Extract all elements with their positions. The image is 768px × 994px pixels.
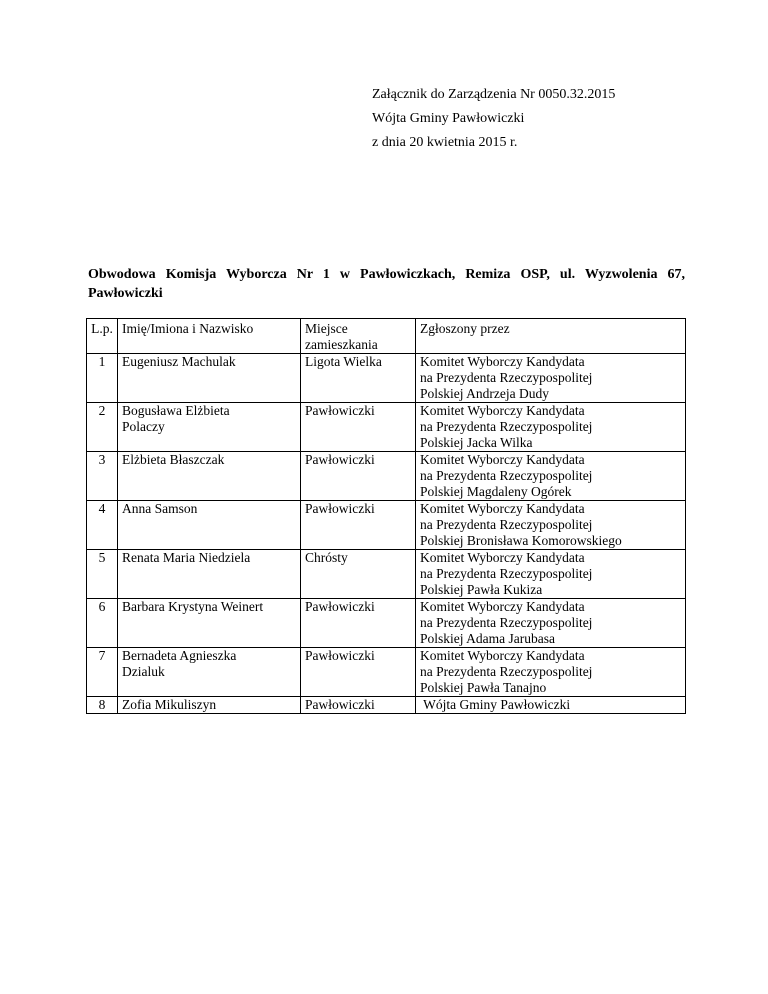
row-submitted-by-line1: Komitet Wyborczy Kandydata [420,403,585,418]
annex-line-date: z dnia 20 kwietnia 2015 r. [372,135,518,150]
row-submitted-by-line2: na Prezydenta Rzeczypospolitej [420,517,593,532]
row-lp: 8 [87,697,118,714]
row-lp: 2 [87,403,118,452]
row-submitted-by-line2: na Prezydenta Rzeczypospolitej [420,615,593,630]
header-residence-line1: Miejsce [305,321,348,336]
commission-members-table [86,318,686,714]
row-submitted-by-line2: na Prezydenta Rzeczypospolitej [420,468,593,483]
table-row [87,452,686,501]
row-name [118,550,301,599]
table-header-row [87,319,686,354]
row-name-line1: Zofia Mikuliszyn [122,697,217,712]
row-residence: Pawłowiczki [301,452,416,501]
header-residence [301,319,416,354]
row-lp: 4 [87,501,118,550]
row-name-line1: Bernadeta Agnieszka [122,648,237,663]
row-lp: 6 [87,599,118,648]
row-submitted-by-line2: na Prezydenta Rzeczypospolitej [420,419,593,434]
row-submitted-by-line1: Komitet Wyborczy Kandydata [420,599,585,614]
row-submitted-by-line3: Polskiej Magdaleny Ogórek [420,484,572,499]
header-lp: L.p. [87,319,118,354]
row-name-line1: Bogusława Elżbieta [122,403,230,418]
table-row [87,501,686,550]
row-name-line1: Anna Samson [122,501,198,516]
row-name-line1: Barbara Krystyna Weinert [122,599,264,614]
table-row [87,599,686,648]
row-name [118,452,301,501]
row-residence: Pawłowiczki [301,599,416,648]
row-submitted-by-line3: Polskiej Andrzeja Dudy [420,386,549,401]
row-submitted-by-line3: Polskiej Bronisława Komorowskiego [420,533,622,548]
row-submitted-by [416,599,686,648]
row-residence: Pawłowiczki [301,697,416,714]
row-submitted-by [416,501,686,550]
annex-line-ordinance: Załącznik do Zarządzenia Nr 0050.32.2015 [372,87,616,102]
annex-header [372,83,615,155]
row-lp: 5 [87,550,118,599]
row-submitted-by-line1: Komitet Wyborczy Kandydata [420,550,585,565]
commission-heading: Obwodowa Komisja Wyborcza Nr 1 w Pawłowiczkach, Remiza OSP, ul. Wyzwolenia 67, Pawłowiczki [88,267,685,301]
row-name-line1: Eugeniusz Machulak [122,354,236,369]
row-name-line2: Polaczy [122,419,165,434]
row-submitted-by-line1: Komitet Wyborczy Kandydata [420,501,585,516]
table-row [87,354,686,403]
table-row [87,697,686,714]
row-lp: 7 [87,648,118,697]
row-submitted-by-line1: Komitet Wyborczy Kandydata [420,648,585,663]
row-submitted-by-line1: Komitet Wyborczy Kandydata [420,354,585,369]
row-submitted-by-line3: Polskiej Jacka Wilka [420,435,533,450]
row-name [118,599,301,648]
row-residence: Pawłowiczki [301,648,416,697]
table-row [87,550,686,599]
row-residence: Ligota Wielka [301,354,416,403]
row-submitted-by [416,452,686,501]
row-name [118,648,301,697]
row-name-line2: Dzialuk [122,664,165,679]
row-submitted-by-line2: na Prezydenta Rzeczypospolitej [420,370,593,385]
row-submitted-by [416,648,686,697]
row-lp: 3 [87,452,118,501]
row-name [118,403,301,452]
row-submitted-by [416,697,686,714]
row-residence: Pawłowiczki [301,501,416,550]
table-row [87,403,686,452]
header-residence-line2: zamieszkania [305,337,378,352]
row-residence: Pawłowiczki [301,403,416,452]
row-lp: 1 [87,354,118,403]
row-submitted-by-line2: na Prezydenta Rzeczypospolitej [420,664,593,679]
row-name-line1: Elżbieta Błaszczak [122,452,225,467]
row-submitted-by [416,354,686,403]
header-submitted-by: Zgłoszony przez [416,319,686,354]
row-submitted-by [416,550,686,599]
row-submitted-by-line2: na Prezydenta Rzeczypospolitej [420,566,593,581]
row-submitted-by-line3: Polskiej Adama Jarubasa [420,631,555,646]
header-name: Imię/Imiona i Nazwisko [118,319,301,354]
row-name [118,354,301,403]
annex-line-issuer: Wójta Gminy Pawłowiczki [372,111,525,126]
row-submitted-by-line1: Komitet Wyborczy Kandydata [420,452,585,467]
row-name-line1: Renata Maria Niedziela [122,550,251,565]
row-name [118,501,301,550]
row-submitted-by-line1: Wójta Gminy Pawłowiczki [420,697,571,712]
row-submitted-by-line3: Polskiej Pawła Kukiza [420,582,543,597]
row-submitted-by-line3: Polskiej Pawła Tanajno [420,680,547,695]
row-residence: Chrósty [301,550,416,599]
table-row [87,648,686,697]
row-name [118,697,301,714]
row-submitted-by [416,403,686,452]
